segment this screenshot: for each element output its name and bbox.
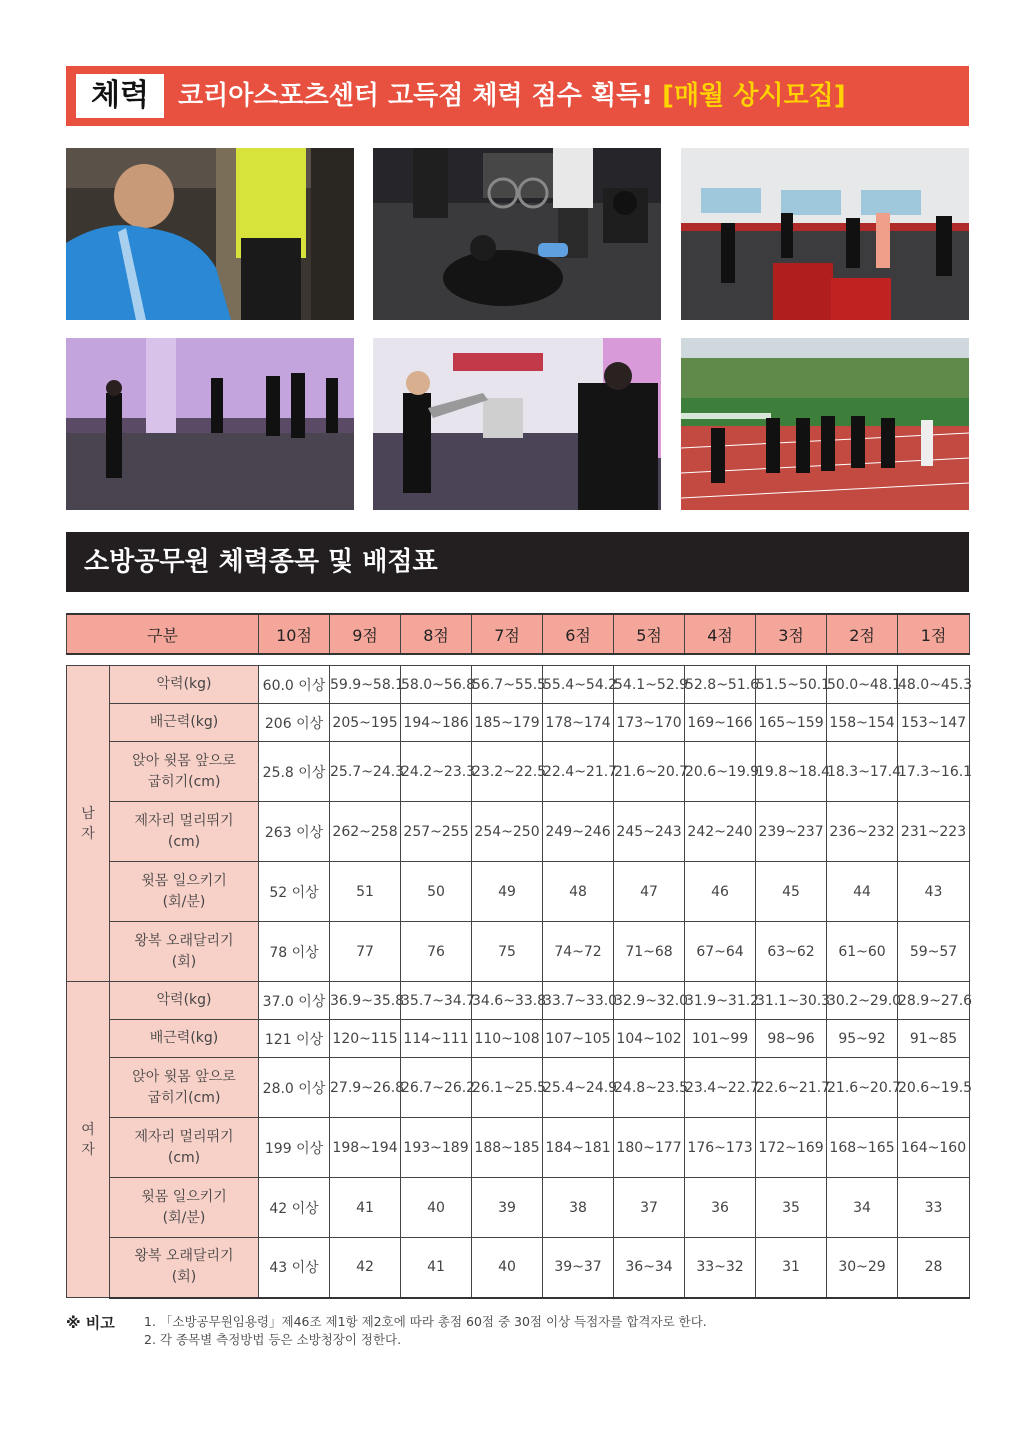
event-name-line: 앉아 윗몸 앞으로 xyxy=(132,752,236,769)
score-cell: 242~240 xyxy=(685,802,756,862)
score-cell: 49 xyxy=(472,862,543,922)
score-cell: 40 xyxy=(401,1178,472,1238)
score-cell: 48.0~45.3 xyxy=(898,666,970,704)
table-row xyxy=(67,1178,970,1238)
score-cell: 239~237 xyxy=(756,802,827,862)
sex-label xyxy=(67,666,110,982)
header-score: 6점 xyxy=(543,614,614,654)
score-cell: 101~99 xyxy=(685,1020,756,1058)
score-cell: 61~60 xyxy=(827,922,898,982)
table-row xyxy=(67,1058,970,1118)
score-cell: 24.2~23.3 xyxy=(401,742,472,802)
score-cell: 91~85 xyxy=(898,1020,970,1058)
score-cell: 23.2~22.5 xyxy=(472,742,543,802)
score-cell: 165~159 xyxy=(756,704,827,742)
score-cell: 194~186 xyxy=(401,704,472,742)
score-cell: 56.7~55.5 xyxy=(472,666,543,704)
score-table-body xyxy=(67,654,973,1298)
score-table xyxy=(66,613,973,1299)
score-cell: 26.1~25.5 xyxy=(472,1058,543,1118)
score-cell: 31.9~31.2 xyxy=(685,982,756,1020)
section-header xyxy=(66,532,969,592)
partner-stretching-photo xyxy=(373,338,661,510)
score-cell: 27.9~26.8 xyxy=(330,1058,401,1118)
section-title: 소방공무원 체력종목 및 배점표 xyxy=(84,547,438,577)
sex-label-line: 여 xyxy=(81,1121,95,1138)
event-name xyxy=(110,922,259,982)
score-cell: 52.8~51.6 xyxy=(685,666,756,704)
header-score: 10점 xyxy=(259,614,330,654)
score-cell: 176~173 xyxy=(685,1118,756,1178)
score-cell: 193~189 xyxy=(401,1118,472,1178)
event-name-line: 앉아 윗몸 앞으로 xyxy=(132,1068,236,1085)
studio-training-photo xyxy=(66,338,354,510)
score-cell: 153~147 xyxy=(898,704,970,742)
note-line: 1. 「소방공무원임용령」제46조 제1항 제2호에 따라 총점 60점 중 30점 이상 득점자를 합격자로 한다. xyxy=(144,1314,707,1329)
score-cell: 34 xyxy=(827,1178,898,1238)
header-score: 3점 xyxy=(756,614,827,654)
score-cell: 40 xyxy=(472,1238,543,1298)
score-cell: 48 xyxy=(543,862,614,922)
note-line: 2. 각 종목별 측정방법 등은 소방청장이 정한다. xyxy=(144,1332,402,1347)
table-row xyxy=(67,742,970,802)
score-cell: 36.9~35.8 xyxy=(330,982,401,1020)
track-running-photo xyxy=(681,338,969,510)
score-cell: 63~62 xyxy=(756,922,827,982)
header-score: 4점 xyxy=(685,614,756,654)
score-cell: 164~160 xyxy=(898,1118,970,1178)
score-cell: 33.7~33.0 xyxy=(543,982,614,1020)
score-cell: 50.0~48.1 xyxy=(827,666,898,704)
event-name-line: 악력(kg) xyxy=(156,992,212,1008)
score-cell: 33~32 xyxy=(685,1238,756,1298)
score-cell: 249~246 xyxy=(543,802,614,862)
score-cell: 158~154 xyxy=(827,704,898,742)
event-name xyxy=(110,802,259,862)
score-cell: 17.3~16.1 xyxy=(898,742,970,802)
score-cell: 185~179 xyxy=(472,704,543,742)
event-name xyxy=(110,1058,259,1118)
event-name-line: (cm) xyxy=(167,833,201,850)
score-cell: 60.0 이상 xyxy=(259,666,330,704)
score-cell: 50 xyxy=(401,862,472,922)
score-cell: 59~57 xyxy=(898,922,970,982)
score-cell: 28 xyxy=(898,1238,970,1298)
score-cell: 71~68 xyxy=(614,922,685,982)
notes xyxy=(144,1313,707,1349)
score-cell: 36 xyxy=(685,1178,756,1238)
table-row xyxy=(67,666,970,704)
event-name-line: 왕복 오래달리기 xyxy=(134,932,234,949)
banner-title-text: 코리아스포츠센터 고득점 체력 점수 획득! xyxy=(178,81,654,111)
score-cell: 24.8~23.5 xyxy=(614,1058,685,1118)
table-spacer-cell xyxy=(67,654,970,666)
event-name-line: 굽히기(cm) xyxy=(147,1089,221,1106)
score-cell: 32.9~32.0 xyxy=(614,982,685,1020)
score-cell: 35 xyxy=(756,1178,827,1238)
banner-title xyxy=(178,66,846,126)
score-cell: 42 xyxy=(330,1238,401,1298)
event-name xyxy=(110,1020,259,1058)
score-cell: 39 xyxy=(472,1178,543,1238)
event-name-line: 제자리 멀리뛰기 xyxy=(134,1128,234,1145)
score-cell: 51.5~50.1 xyxy=(756,666,827,704)
score-cell: 205~195 xyxy=(330,704,401,742)
gym-trainer-photo xyxy=(66,148,354,320)
score-cell: 28.0 이상 xyxy=(259,1058,330,1118)
score-cell: 104~102 xyxy=(614,1020,685,1058)
score-cell: 254~250 xyxy=(472,802,543,862)
table-row xyxy=(67,704,970,742)
sex-label-line: 자 xyxy=(81,825,95,842)
score-cell: 26.7~26.2 xyxy=(401,1058,472,1118)
stretching-photo xyxy=(373,148,661,320)
score-cell: 22.4~21.7 xyxy=(543,742,614,802)
event-name xyxy=(110,1178,259,1238)
event-name-line: 제자리 멀리뛰기 xyxy=(134,812,234,829)
event-name xyxy=(110,666,259,704)
score-cell: 173~170 xyxy=(614,704,685,742)
header-banner xyxy=(66,66,969,126)
score-cell: 25.4~24.9 xyxy=(543,1058,614,1118)
event-name-line: (회/분) xyxy=(162,893,206,910)
score-cell: 55.4~54.2 xyxy=(543,666,614,704)
header-score: 7점 xyxy=(472,614,543,654)
score-cell: 206 이상 xyxy=(259,704,330,742)
score-cell: 31 xyxy=(756,1238,827,1298)
score-cell: 23.4~22.7 xyxy=(685,1058,756,1118)
event-name-line: 왕복 오래달리기 xyxy=(134,1248,234,1265)
score-cell: 41 xyxy=(330,1178,401,1238)
score-cell: 30.2~29.0 xyxy=(827,982,898,1020)
score-cell: 43 xyxy=(898,862,970,922)
banner-highlight: [매월 상시모집] xyxy=(662,81,846,111)
sex-label xyxy=(67,982,110,1298)
gym-training-photo xyxy=(681,148,969,320)
score-cell: 168~165 xyxy=(827,1118,898,1178)
score-cell: 76 xyxy=(401,922,472,982)
score-cell: 33 xyxy=(898,1178,970,1238)
score-cell: 77 xyxy=(330,922,401,982)
score-cell: 198~194 xyxy=(330,1118,401,1178)
table-row xyxy=(67,1118,970,1178)
header-score: 8점 xyxy=(401,614,472,654)
score-cell: 107~105 xyxy=(543,1020,614,1058)
banner-tag: 체력 xyxy=(76,74,164,118)
event-name-line: 윗몸 일으키기 xyxy=(141,1188,227,1205)
score-cell: 120~115 xyxy=(330,1020,401,1058)
header-score: 1점 xyxy=(898,614,970,654)
score-cell: 45 xyxy=(756,862,827,922)
score-cell: 169~166 xyxy=(685,704,756,742)
score-cell: 231~223 xyxy=(898,802,970,862)
event-name-line: 악력(kg) xyxy=(156,676,212,692)
score-cell: 25.8 이상 xyxy=(259,742,330,802)
score-cell: 35.7~34.7 xyxy=(401,982,472,1020)
score-cell: 30~29 xyxy=(827,1238,898,1298)
score-cell: 78 이상 xyxy=(259,922,330,982)
event-name-line: 윗몸 일으키기 xyxy=(141,872,227,889)
score-cell: 22.6~21.7 xyxy=(756,1058,827,1118)
event-name-line: (cm) xyxy=(167,1149,201,1166)
score-cell: 51 xyxy=(330,862,401,922)
score-cell: 58.0~56.8 xyxy=(401,666,472,704)
score-cell: 21.6~20.7 xyxy=(614,742,685,802)
event-name xyxy=(110,1238,259,1298)
score-cell: 67~64 xyxy=(685,922,756,982)
table-spacer xyxy=(67,654,970,666)
score-cell: 52 이상 xyxy=(259,862,330,922)
score-cell: 59.9~58.1 xyxy=(330,666,401,704)
event-name xyxy=(110,1118,259,1178)
event-name xyxy=(110,862,259,922)
event-name-line: 배근력(kg) xyxy=(149,714,219,730)
score-cell: 178~174 xyxy=(543,704,614,742)
score-cell: 25.7~24.3 xyxy=(330,742,401,802)
score-cell: 245~243 xyxy=(614,802,685,862)
score-cell: 41 xyxy=(401,1238,472,1298)
score-cell: 20.6~19.9 xyxy=(685,742,756,802)
event-name-line: (회) xyxy=(171,1269,197,1286)
score-cell: 75 xyxy=(472,922,543,982)
score-cell: 121 이상 xyxy=(259,1020,330,1058)
score-cell: 236~232 xyxy=(827,802,898,862)
score-cell: 95~92 xyxy=(827,1020,898,1058)
score-cell: 98~96 xyxy=(756,1020,827,1058)
score-cell: 19.8~18.4 xyxy=(756,742,827,802)
score-cell: 184~181 xyxy=(543,1118,614,1178)
score-cell: 28.9~27.6 xyxy=(898,982,970,1020)
table-row xyxy=(67,922,970,982)
table-row xyxy=(67,802,970,862)
photo-grid xyxy=(66,148,969,511)
score-cell: 42 이상 xyxy=(259,1178,330,1238)
score-cell: 36~34 xyxy=(614,1238,685,1298)
score-cell: 34.6~33.8 xyxy=(472,982,543,1020)
score-cell: 74~72 xyxy=(543,922,614,982)
score-cell: 199 이상 xyxy=(259,1118,330,1178)
header-score: 9점 xyxy=(330,614,401,654)
score-cell: 46 xyxy=(685,862,756,922)
score-cell: 110~108 xyxy=(472,1020,543,1058)
score-cell: 47 xyxy=(614,862,685,922)
event-name-line: 굽히기(cm) xyxy=(147,773,221,790)
event-name xyxy=(110,704,259,742)
header-score: 5점 xyxy=(614,614,685,654)
header-category: 구분 xyxy=(67,614,259,654)
header-score: 2점 xyxy=(827,614,898,654)
event-name-line: (회/분) xyxy=(162,1209,206,1226)
score-cell: 188~185 xyxy=(472,1118,543,1178)
score-cell: 54.1~52.9 xyxy=(614,666,685,704)
score-cell: 20.6~19.5 xyxy=(898,1058,970,1118)
score-cell: 18.3~17.4 xyxy=(827,742,898,802)
score-cell: 38 xyxy=(543,1178,614,1238)
table-row xyxy=(67,862,970,922)
score-cell: 43 이상 xyxy=(259,1238,330,1298)
sex-label-line: 자 xyxy=(81,1141,95,1158)
event-name-line: 배근력(kg) xyxy=(149,1030,219,1046)
score-cell: 39~37 xyxy=(543,1238,614,1298)
event-name xyxy=(110,982,259,1020)
notes-label: ※ 비고 xyxy=(66,1314,115,1332)
score-cell: 44 xyxy=(827,862,898,922)
score-cell: 37 xyxy=(614,1178,685,1238)
score-cell: 37.0 이상 xyxy=(259,982,330,1020)
score-cell: 114~111 xyxy=(401,1020,472,1058)
table-row xyxy=(67,1238,970,1298)
score-cell: 263 이상 xyxy=(259,802,330,862)
table-row xyxy=(67,1020,970,1058)
score-cell: 21.6~20.7 xyxy=(827,1058,898,1118)
score-cell: 31.1~30.3 xyxy=(756,982,827,1020)
event-name-line: (회) xyxy=(171,953,197,970)
score-cell: 180~177 xyxy=(614,1118,685,1178)
event-name xyxy=(110,742,259,802)
table-header-row xyxy=(67,614,970,654)
score-cell: 262~258 xyxy=(330,802,401,862)
score-cell: 257~255 xyxy=(401,802,472,862)
score-cell: 172~169 xyxy=(756,1118,827,1178)
table-row xyxy=(67,982,970,1020)
sex-label-line: 남 xyxy=(81,805,95,822)
